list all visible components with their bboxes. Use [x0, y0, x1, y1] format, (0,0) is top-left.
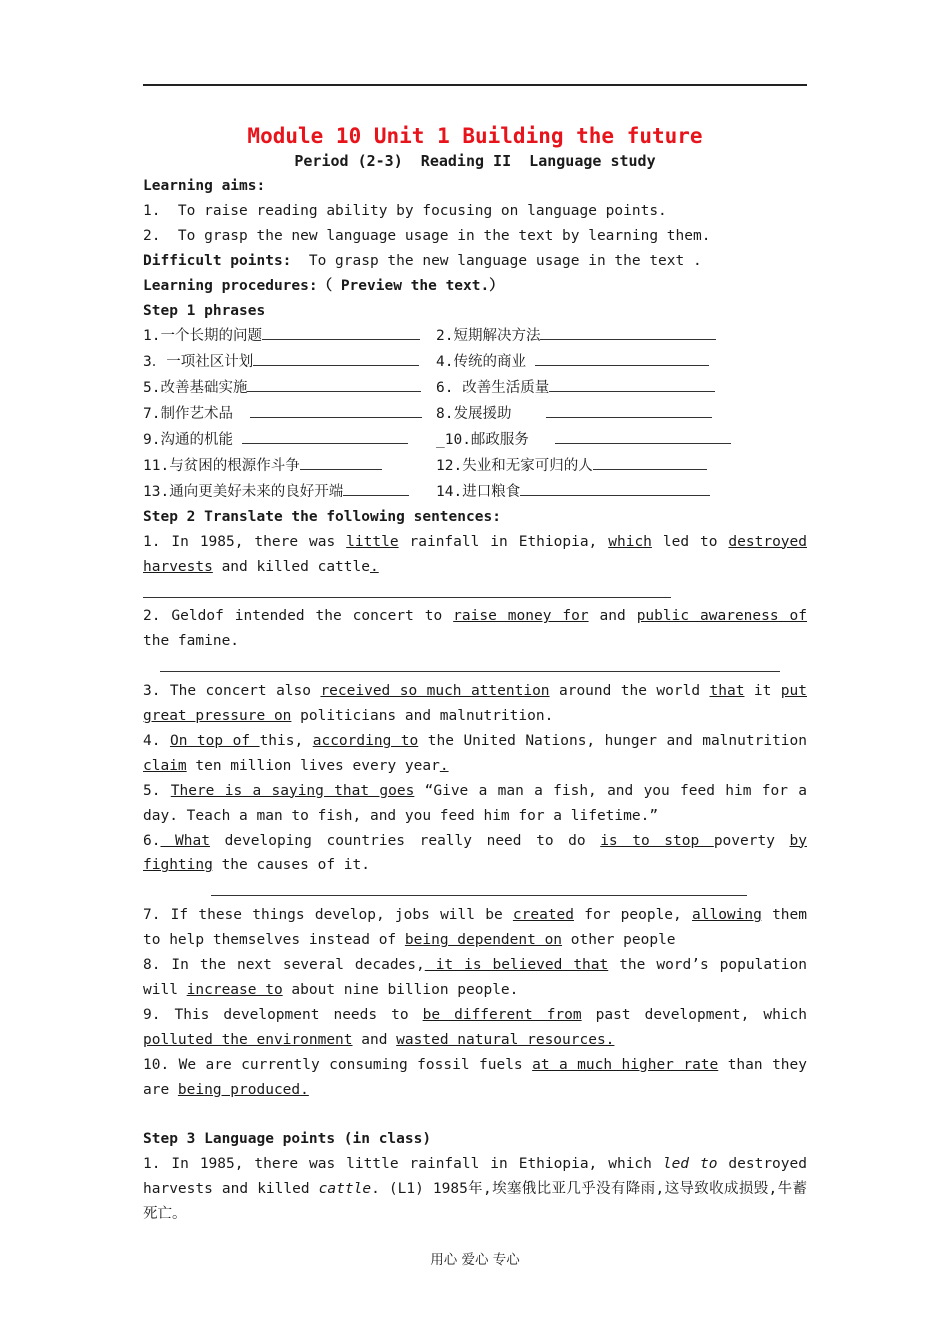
aim-item: 1. To raise reading ability by focusing on language points.	[143, 202, 667, 219]
underlined-phrase: put great pressure on	[143, 683, 807, 724]
sentence-text: it	[744, 683, 781, 700]
sentence-text: poverty	[713, 832, 790, 849]
sentence-text: and	[588, 608, 637, 625]
underlined-phrase: according to	[312, 732, 419, 749]
underlined-phrase: .	[369, 558, 379, 575]
phrase-item: 1.一个长期的问题	[143, 328, 262, 345]
step2-heading: Step 2 Translate the following sentences:	[143, 508, 501, 525]
underlined-phrase: received so much attention	[320, 683, 550, 700]
underlined-phrase: little	[346, 533, 399, 550]
underlined-phrase: is to stop	[600, 832, 714, 849]
phrase-item: 13.通向更美好未来的良好开端	[143, 483, 344, 500]
page-footer: 用心 爱心 专心	[430, 1252, 520, 1268]
language-point-1	[143, 1152, 807, 1227]
phrase-item: 9.沟通的机能	[143, 432, 233, 449]
sentence-text: 5.	[143, 782, 171, 799]
page-subtitle: Period (2-3) Reading II Language study	[294, 152, 656, 170]
sentence-text: 4.	[143, 732, 170, 749]
phrase-row	[143, 401, 807, 427]
sentence-text: the famine.	[143, 633, 240, 650]
phrase-item: 14.进口粮食	[436, 483, 521, 500]
sentence-text: “Give a man a fish, and you feed him for a day. Teach a man to fish, and you feed him for a lifetime.”	[143, 782, 807, 824]
phrase-row	[143, 323, 807, 349]
phrase-item: _10.邮政服务	[436, 432, 529, 449]
underlined-phrase: allowing	[692, 907, 762, 924]
sentence-3	[143, 679, 807, 729]
sentence-text: 9. This development needs to	[143, 1006, 423, 1023]
phrase-row	[143, 375, 807, 401]
answer-blank[interactable]	[546, 401, 712, 418]
translation-line[interactable]	[143, 654, 807, 679]
sentence-text: and	[352, 1031, 397, 1048]
difficult-points-label: Difficult points:	[143, 252, 292, 269]
sentence-text: cattle	[318, 1181, 372, 1198]
sentence-text: led to	[651, 533, 729, 550]
sentence-2	[143, 604, 807, 654]
learning-aims-heading: Learning aims:	[143, 178, 266, 194]
phrase-item: 6. 改善生活质量	[436, 380, 550, 397]
sentence-text: the United Nations, hunger and malnutrition	[418, 732, 807, 749]
sentence-text: . (L1) 1985年,埃塞俄比亚几乎没有降雨,这导致收成损毁,牛蓄死亡。	[143, 1181, 807, 1223]
underlined-phrase: raise money for	[453, 608, 589, 625]
underlined-phrase: polluted the environment	[143, 1031, 353, 1048]
header-rule	[143, 84, 807, 86]
underlined-phrase: created	[512, 907, 575, 924]
sentence-4	[143, 729, 807, 779]
sentence-10	[143, 1053, 807, 1103]
step3-heading: Step 3 Language points (in class)	[143, 1131, 432, 1148]
answer-blank[interactable]	[247, 375, 421, 392]
underlined-phrase: that	[709, 683, 745, 700]
answer-blank[interactable]	[593, 453, 707, 470]
sentence-8	[143, 953, 807, 1003]
phrase-row	[143, 453, 807, 479]
sentence-7	[143, 903, 807, 953]
sentence-text: this,	[259, 732, 313, 749]
step1-heading: Step 1 phrases	[143, 302, 266, 319]
sentence-text: than they are	[143, 1056, 807, 1098]
sentence-text: developing countries really need to do	[209, 832, 601, 849]
sentence-5	[143, 779, 807, 829]
underlined-phrase: There is a saying that goes	[170, 782, 415, 799]
answer-blank[interactable]	[262, 323, 420, 340]
sentence-text: and killed cattle	[212, 558, 370, 575]
procedures-heading: Learning procedures:（ Preview the text.）	[143, 277, 504, 294]
answer-blank[interactable]	[242, 427, 408, 444]
sentence-text: 2. Geldof intended the concert to	[143, 608, 454, 625]
sentence-9	[143, 1003, 807, 1053]
answer-blank[interactable]	[253, 349, 419, 366]
underlined-phrase: public awareness of	[636, 608, 808, 625]
underlined-phrase: .	[439, 757, 449, 774]
sentence-text: 10. We are currently consuming fossil fuels	[143, 1056, 533, 1073]
phrase-item: 7.制作艺术品	[143, 406, 233, 423]
underlined-phrase: by fighting	[143, 832, 807, 874]
answer-blank[interactable]	[540, 323, 716, 340]
sentence-text: the causes of it.	[212, 857, 370, 874]
sentence-text: 7. If these things develop, jobs will be	[143, 907, 513, 924]
page-title: Module 10 Unit 1 Building the future	[247, 124, 703, 148]
answer-blank[interactable]	[535, 349, 709, 366]
phrase-item: 2.短期解决方法	[436, 328, 541, 345]
sentence-1	[143, 530, 807, 580]
sentence-text: the word’s population will	[143, 957, 807, 998]
underlined-phrase: it is believed that	[424, 957, 609, 974]
sentence-text: destroyed harvests and killed	[143, 1156, 807, 1198]
sentence-text: past development, which	[581, 1006, 808, 1023]
phrase-item: 4.传统的商业	[436, 354, 526, 371]
phrase-row	[143, 479, 807, 505]
translation-line[interactable]	[143, 878, 807, 903]
phrase-row	[143, 349, 807, 375]
difficult-points	[143, 249, 807, 274]
sentence-text: ten million lives every year	[186, 757, 440, 774]
underlined-phrase: increase to	[186, 981, 283, 998]
underlined-phrase: be different from	[422, 1006, 582, 1023]
sentence-text: about nine billion people.	[282, 981, 519, 998]
underlined-phrase: On top of	[169, 732, 260, 749]
answer-blank[interactable]	[555, 427, 731, 444]
phrase-item: 3．一项社区计划	[143, 354, 254, 371]
underlined-phrase: destroyed harvests	[143, 533, 807, 575]
difficult-points-text: To grasp the new language usage in the text .	[291, 252, 702, 269]
phrase-item: 8.发展援助	[436, 406, 512, 423]
phrase-item: 12.失业和无家可归的人	[436, 457, 593, 474]
underlined-phrase: being dependent on	[404, 932, 563, 949]
answer-blank[interactable]	[250, 401, 422, 418]
sentence-text: 1. In 1985, there was little rainfall in Ethiopia, which	[143, 1156, 663, 1173]
sentence-text: around the world	[549, 683, 710, 700]
sentence-6	[143, 829, 807, 879]
underlined-phrase: which	[608, 533, 652, 550]
phrase-item: 5.改善基础实施	[143, 380, 248, 397]
phrase-item: 11.与贫困的根源作斗争	[143, 457, 300, 474]
document-body	[143, 174, 807, 1227]
underlined-phrase: claim	[143, 757, 187, 774]
underlined-phrase: at a much higher rate	[532, 1056, 719, 1073]
answer-blank[interactable]	[300, 453, 382, 470]
answer-blank[interactable]	[343, 479, 409, 496]
sentence-text: other people	[562, 932, 676, 949]
answer-blank[interactable]	[520, 479, 710, 496]
sentence-text: 1. In 1985, there was	[143, 533, 347, 550]
sentence-text: 6.	[143, 832, 161, 849]
sentence-text: 8. In the next several decades,	[143, 957, 425, 974]
sentence-text: for people,	[574, 907, 692, 924]
sentence-text: 3. The concert also	[143, 683, 321, 700]
phrase-row	[143, 427, 807, 453]
sentence-text: politicians and malnutrition.	[291, 708, 554, 724]
translation-line[interactable]	[143, 580, 807, 605]
sentence-text: led to	[662, 1156, 718, 1173]
aim-item: 2. To grasp the new language usage in the text by learning them.	[143, 227, 711, 244]
sentence-text: rainfall in Ethiopia,	[398, 533, 609, 550]
underlined-phrase: wasted natural resources.	[396, 1031, 615, 1048]
underlined-phrase: being produced.	[177, 1081, 309, 1098]
sentence-text: them to help themselves instead of	[143, 907, 807, 949]
answer-blank[interactable]	[549, 375, 715, 392]
underlined-phrase: What	[160, 832, 210, 849]
spacer	[143, 1102, 807, 1127]
